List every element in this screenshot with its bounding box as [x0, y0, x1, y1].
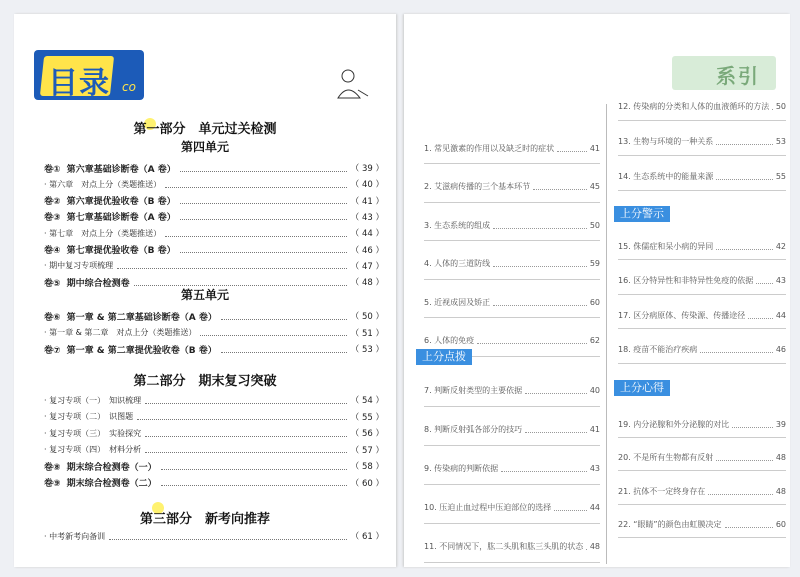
index-entry[interactable] — [618, 452, 786, 464]
row-separator — [424, 406, 600, 407]
index-entry-page: 60 — [775, 520, 786, 529]
index-entry-page: 55 — [775, 171, 786, 181]
index-entry-label: 11. 不同情况下，肱二头肌和肱三头肌的状态 — [424, 541, 584, 551]
index-entry-page: 50 — [589, 220, 600, 230]
index-entry[interactable] — [618, 519, 786, 531]
index-title: 系引 — [716, 64, 760, 88]
index-entry-label: 14. 生态系统中的能量来源 — [618, 171, 714, 181]
leader-dots — [493, 299, 587, 306]
left-page — [14, 14, 396, 567]
toc-entry-page: （ 43 ） — [350, 212, 384, 223]
row-separator — [618, 155, 786, 156]
index-entry[interactable] — [618, 240, 786, 252]
toc-entry-number: 卷⑧ — [44, 462, 61, 473]
row-separator — [424, 317, 600, 318]
toc-entry-page: （ 44 ） — [350, 229, 384, 240]
toc-entry-label: 第七章基础诊断卷（A 卷） — [66, 213, 176, 224]
index-entry-page: 62 — [589, 336, 600, 345]
index-entry-page: 46 — [775, 345, 786, 354]
toc-entry-number: 卷④ — [44, 246, 61, 256]
index-entry[interactable] — [618, 100, 786, 112]
part2-title: 第二部分 期末复习突破 — [133, 374, 277, 389]
row-separator — [424, 484, 600, 485]
index-entry-label: 2. 艾滋病传播的三个基本环节 — [424, 182, 531, 191]
index-entry[interactable] — [424, 501, 600, 513]
toc-entry-label: 第一章 & 第二章基础诊断卷（A 卷） — [66, 312, 217, 323]
toc-entry-page: （ 56 ） — [350, 429, 384, 439]
leader-dots — [145, 446, 347, 453]
row-separator — [618, 437, 786, 438]
part3-title: 第三部分 新考向推荐 — [139, 512, 270, 527]
index-entry[interactable] — [424, 296, 600, 308]
index-entry-label: 9. 传染病的判断依据 — [424, 463, 499, 473]
toc-entry-label: · 复习专项（三） 实验探究 — [44, 428, 142, 438]
index-entry-page: 41 — [589, 143, 600, 153]
toc-entry-number: 卷⑥ — [44, 312, 61, 323]
leader-dots — [772, 103, 773, 110]
leader-dots — [493, 260, 587, 267]
toc-entry-number: 卷③ — [44, 213, 61, 224]
index-entry[interactable] — [424, 384, 600, 396]
index-entry-label: 1. 常见激素的作用以及缺乏时的症状 — [424, 143, 555, 153]
toc-entry-number: 卷⑨ — [44, 479, 61, 489]
index-entry[interactable] — [618, 418, 786, 430]
toc-entry-page: （ 40 ） — [350, 180, 384, 191]
toc-entry-page: （ 61 ） — [350, 532, 384, 542]
toc-entry-label: 第六章基础诊断卷（A 卷） — [66, 164, 176, 175]
index-entry-label: 21. 抗体不一定终身存在 — [618, 486, 706, 496]
leader-dots — [708, 488, 773, 495]
row-separator — [618, 328, 786, 329]
index-entry[interactable] — [424, 335, 600, 347]
index-entry-label: 19. 内分泌腺和外分泌腺的对比 — [618, 419, 730, 429]
leader-dots — [161, 463, 347, 470]
row-separator — [618, 470, 786, 471]
toc-entry-number: 卷② — [44, 197, 61, 208]
leader-dots — [137, 413, 347, 420]
column-divider — [606, 104, 607, 564]
index-entry-label: 17. 区分病原体、传染源、传播途径 — [618, 310, 746, 320]
index-entry[interactable] — [618, 344, 786, 356]
row-separator — [618, 537, 786, 538]
index-entry-label: 16. 区分特异性和非特异性免疫的依据 — [618, 276, 754, 285]
leader-dots — [477, 337, 587, 344]
index-entry[interactable] — [424, 219, 600, 231]
row-separator — [424, 445, 600, 446]
index-entry-label: 6. 人体的免疫 — [424, 336, 475, 345]
doodle-figure-icon — [332, 68, 372, 104]
toc-entry-label: 第六章提优验收卷（B 卷） — [66, 197, 176, 208]
toc-entry-number: 卷⑤ — [44, 278, 61, 289]
index-entry-page: 41 — [589, 424, 600, 434]
leader-dots — [180, 165, 347, 172]
toc-entry-label: · 第七章 对点上分（类题推送） — [44, 228, 162, 238]
toc-entry-page: （ 41 ） — [350, 196, 384, 207]
index-entry-page: 42 — [775, 241, 786, 251]
index-entry[interactable] — [618, 309, 786, 321]
row-separator — [618, 190, 786, 191]
part1-title: 第一部分 单元过关检测 — [133, 122, 277, 137]
row-separator — [424, 523, 600, 524]
toc-entry[interactable] — [44, 310, 384, 322]
toc-entry[interactable] — [44, 343, 384, 355]
section-xinde: 上分心得 — [614, 380, 670, 396]
toc-entry[interactable] — [44, 411, 384, 423]
toc-entry-page: （ 51 ） — [350, 328, 384, 339]
toc-entry-label: · 复习专项（一） 知识梳理 — [44, 395, 142, 405]
leader-dots — [180, 246, 347, 253]
toc-entry[interactable] — [44, 227, 384, 239]
index-entry-page: 53 — [775, 136, 786, 146]
toc-entry-label: 第七章提优验收卷（B 卷） — [66, 246, 176, 256]
toc-entry-label: 期末综合检测卷（一） — [66, 462, 157, 473]
leader-dots — [109, 533, 347, 540]
index-entry-label: 12. 传染病的分类和人体的血液循环的方法 — [618, 101, 770, 111]
leader-dots — [725, 521, 773, 528]
index-entry-label: 18. 疫苗不能治疗疾病 — [618, 345, 698, 354]
toc-entry-label: · 第六章 对点上分（类题推送） — [44, 179, 162, 189]
toc-entry-label: 期末综合检测卷（二） — [66, 479, 157, 489]
index-entry[interactable] — [618, 275, 786, 287]
unit4-title: 第四单元 — [180, 140, 229, 154]
row-separator — [618, 120, 786, 121]
toc-entry[interactable] — [44, 444, 384, 456]
index-entry-page: 43 — [775, 276, 786, 285]
leader-dots — [700, 346, 773, 353]
leader-dots — [221, 313, 347, 320]
toc-entry-label: 第一章 & 第二章提优验收卷（B 卷） — [66, 345, 217, 356]
toc-entry-label: · 第一章 & 第二章 对点上分（类题推送） — [44, 328, 197, 337]
toc-entry[interactable] — [44, 178, 384, 190]
row-separator — [424, 240, 600, 241]
toc-entry-page: （ 39 ） — [350, 164, 384, 174]
index-entry-label: 3. 生态系统的组成 — [424, 220, 491, 230]
toc-entry-number: 卷① — [44, 164, 61, 175]
toc-entry[interactable] — [44, 394, 384, 406]
toc-entry-label: · 期中复习专项梳理 — [44, 261, 114, 271]
toc-entry[interactable] — [44, 244, 384, 256]
toc-entry[interactable] — [44, 327, 384, 339]
toc-entry-page: （ 57 ） — [350, 445, 384, 456]
leader-dots — [165, 230, 347, 237]
leader-dots — [525, 387, 587, 394]
page-title: 目录 — [48, 66, 110, 101]
leader-dots — [221, 346, 347, 353]
index-entry[interactable] — [424, 258, 600, 270]
index-entry[interactable] — [424, 423, 600, 435]
leader-dots — [134, 279, 347, 286]
leader-dots — [493, 222, 587, 229]
leader-dots — [716, 173, 773, 180]
toc-entry-page: （ 55 ） — [350, 412, 384, 423]
toc-entry[interactable] — [44, 530, 384, 542]
leader-dots — [716, 454, 773, 461]
row-separator — [424, 279, 600, 280]
toc-entry-page: （ 48 ） — [350, 278, 384, 289]
right-page — [404, 14, 790, 567]
leader-dots — [554, 504, 587, 511]
index-entry-page: 50 — [775, 101, 786, 111]
leader-dots — [716, 243, 773, 250]
index-entry-label: 4. 人体的三道防线 — [424, 259, 491, 268]
index-entry[interactable] — [424, 540, 600, 552]
index-entry-label: 13. 生物与环境的一种关系 — [618, 136, 714, 146]
index-entry-label: 20. 不是所有生物都有反射 — [618, 453, 714, 462]
leader-dots — [117, 262, 347, 269]
toc-entry-page: （ 60 ） — [350, 478, 384, 489]
index-entry-label: 7. 判断反射类型的主要依据 — [424, 385, 523, 395]
row-separator — [424, 163, 600, 164]
unit5-title: 第五单元 — [180, 288, 229, 302]
leader-dots — [756, 277, 773, 284]
toc-entry-page: （ 58 ） — [350, 462, 384, 472]
index-entry-label: 22. “眼睛”的颜色由虹膜决定 — [618, 520, 722, 529]
toc-entry-page: （ 47 ） — [350, 261, 384, 272]
leader-dots — [180, 213, 347, 220]
leader-dots — [180, 197, 347, 204]
toc-entry-page: （ 53 ） — [350, 345, 384, 355]
page-title-en: co — [122, 80, 136, 94]
leader-dots — [145, 397, 347, 404]
toc-entry[interactable] — [44, 260, 384, 272]
leader-dots — [200, 329, 346, 336]
index-entry[interactable] — [618, 170, 786, 182]
leader-dots — [145, 430, 347, 437]
toc-entry[interactable] — [44, 211, 384, 223]
leader-dots — [525, 426, 587, 433]
row-separator — [618, 504, 786, 505]
index-entry-page: 48 — [775, 486, 786, 496]
toc-entry[interactable] — [44, 477, 384, 489]
index-entry-label: 10. 压迫止血过程中压迫部位的选择 — [424, 502, 552, 512]
index-entry-page: 44 — [775, 310, 786, 320]
section-dianbo: 上分点拨 — [416, 349, 472, 365]
row-separator — [618, 259, 786, 260]
section-jingshi: 上分警示 — [614, 206, 670, 222]
index-entry-page: 59 — [589, 259, 600, 268]
index-entry-page: 48 — [589, 541, 600, 551]
toc-entry[interactable] — [44, 427, 384, 439]
leader-dots — [557, 145, 587, 152]
index-entry-label: 8. 判断反射弧各部分的技巧 — [424, 424, 523, 434]
leader-dots — [165, 181, 347, 188]
row-separator — [618, 294, 786, 295]
index-entry-label: 15. 侏儒症和呆小病的异同 — [618, 241, 714, 251]
index-entry-page: 45 — [589, 182, 600, 191]
row-separator — [424, 562, 600, 563]
leader-dots — [586, 543, 587, 550]
toc-entry-page: （ 54 ） — [350, 396, 384, 406]
leader-dots — [501, 465, 587, 472]
index-entry-page: 43 — [589, 463, 600, 473]
index-entry[interactable] — [424, 142, 600, 154]
index-entry[interactable] — [618, 485, 786, 497]
toc-entry-page: （ 50 ） — [350, 312, 384, 322]
leader-dots — [533, 183, 587, 190]
index-entry[interactable] — [424, 181, 600, 193]
leader-dots — [161, 479, 347, 486]
toc-entry-label: · 复习专项（四） 材料分析 — [44, 445, 142, 454]
index-entry-page: 44 — [589, 502, 600, 512]
index-entry-label: 5. 近视成因及矫正 — [424, 297, 491, 307]
toc-entry-label: 期中综合检测卷 — [66, 278, 130, 289]
toc-entry-label: · 中考新考向备训 — [44, 531, 106, 541]
toc-entry[interactable] — [44, 162, 384, 174]
toc-entry-number: 卷⑦ — [44, 345, 61, 356]
leader-dots — [732, 421, 773, 428]
row-separator — [618, 363, 786, 364]
index-entry-page: 40 — [589, 385, 600, 395]
index-entry-page: 60 — [589, 297, 600, 307]
index-entry-page: 39 — [775, 419, 786, 429]
toc-entry[interactable] — [44, 195, 384, 207]
leader-dots — [748, 312, 773, 319]
toc-entry[interactable] — [44, 460, 384, 472]
toc-entry-label: · 复习专项（二） 识图题 — [44, 412, 134, 421]
leader-dots — [716, 138, 773, 145]
index-entry[interactable] — [424, 462, 600, 474]
row-separator — [424, 202, 600, 203]
index-entry[interactable] — [618, 135, 786, 147]
toc-entry-page: （ 46 ） — [350, 245, 384, 256]
index-entry-page: 48 — [775, 453, 786, 462]
